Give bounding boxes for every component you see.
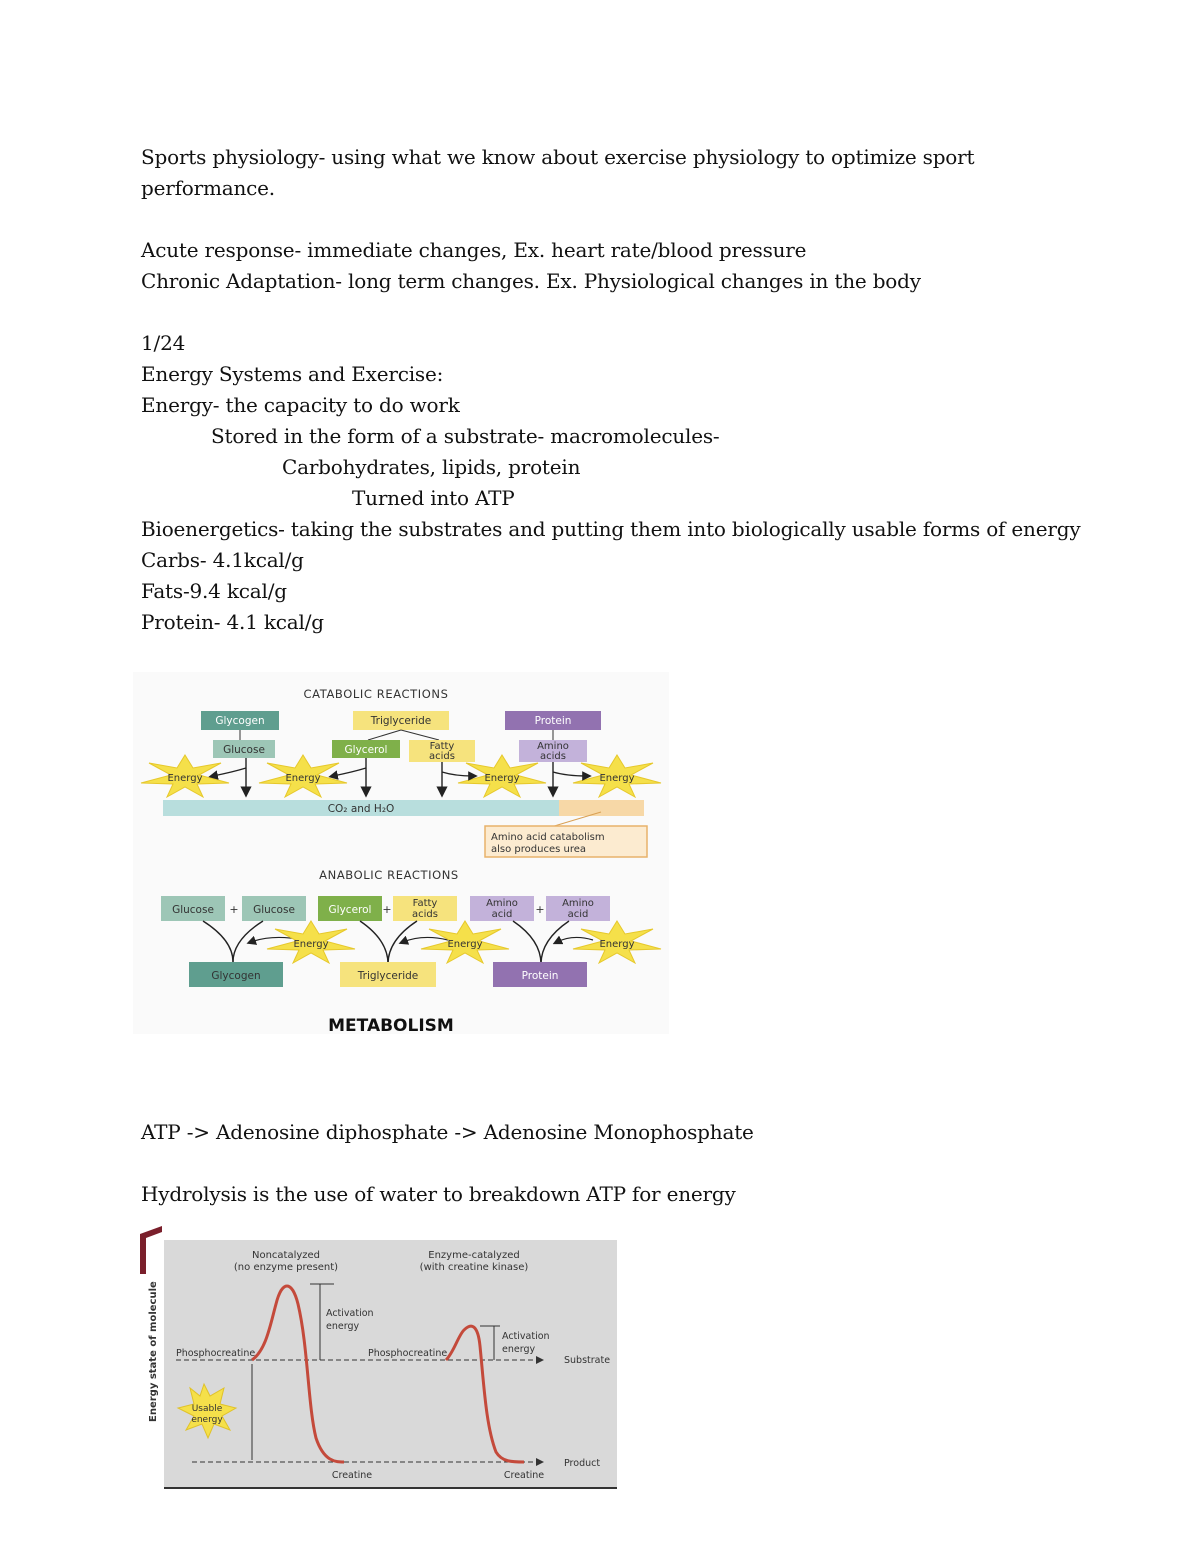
text-line-bioenergetics: Bioenergetics- taking the substrates and putting them into biologically usable forms of energy	[141, 517, 1081, 541]
plus-sign: +	[229, 903, 239, 916]
energy-label: Energy	[599, 773, 635, 784]
text-line-3: Acute response- immediate changes, Ex. heart rate/blood pressure	[141, 238, 807, 262]
text-line-protein: Protein- 4.1 kcal/g	[141, 610, 324, 634]
text-line-1: Sports physiology- using what we know about exercise physiology to optimize sport	[141, 145, 975, 169]
energy-label: Energy	[599, 939, 635, 950]
urea-note-line-2: also produces urea	[491, 844, 587, 855]
noncatalyzed-title: Noncatalyzed	[251, 1250, 321, 1261]
phosphocreatine-label: Phosphocreatine	[368, 1348, 448, 1359]
protein-label: Protein	[521, 970, 559, 982]
text-line-atp: Turned into ATP	[352, 486, 515, 510]
fatty-label: Fatty	[412, 898, 438, 909]
glucose-label: Glucose	[172, 904, 214, 916]
acid-label: acid	[567, 909, 589, 920]
triglyceride-label: Triglyceride	[357, 970, 419, 982]
activation-label-2: energy	[326, 1321, 360, 1332]
phosphocreatine-label: Phosphocreatine	[176, 1348, 256, 1359]
glycerol-label: Glycerol	[328, 904, 372, 916]
chart-panel	[164, 1240, 617, 1488]
text-line-atp-chain: ATP -> Adenosine diphosphate -> Adenosine Monophosphate	[141, 1120, 754, 1144]
acids-label: acids	[540, 751, 566, 762]
energy-label: Energy	[167, 773, 203, 784]
amino-label: Amino	[562, 898, 594, 909]
figure-caption: METABOLISM	[328, 1016, 454, 1034]
text-line-4: Chronic Adaptation- long term changes. Ex. Physiological changes in the body	[141, 269, 921, 293]
energy-label: Energy	[447, 939, 483, 950]
glycogen-label: Glycogen	[211, 970, 261, 982]
glycogen-label: Glycogen	[215, 715, 265, 727]
substrate-label: Substrate	[564, 1355, 611, 1366]
text-line-energy-def: Energy- the capacity to do work	[141, 393, 460, 417]
energy-label: Energy	[484, 773, 520, 784]
creatine-label: Creatine	[503, 1470, 545, 1481]
acid-label: acid	[491, 909, 513, 920]
glucose-label: Glucose	[223, 744, 265, 756]
activation-label-1: Activation	[502, 1331, 550, 1342]
usable-label-2: energy	[191, 1415, 223, 1425]
amino-label: Amino	[537, 741, 569, 752]
urea-note-line-1: Amino acid catabolism	[491, 832, 605, 843]
text-line-carbs: Carbs- 4.1kcal/g	[141, 548, 304, 572]
corner-mark	[140, 1226, 162, 1274]
text-line-fats: Fats-9.4 kcal/g	[141, 579, 287, 603]
catabolic-title: CATABOLIC REACTIONS	[303, 687, 449, 701]
energy-state-figure	[140, 1226, 620, 1494]
energy-label: Energy	[285, 773, 321, 784]
activation-label-2: energy	[502, 1344, 536, 1355]
protein-label: Protein	[534, 715, 572, 727]
urea-bar	[559, 800, 644, 816]
heading-energy-systems: Energy Systems and Exercise:	[141, 362, 444, 386]
text-line-substrate: Stored in the form of a substrate- macromolecules-	[211, 424, 720, 448]
usable-label-1: Usable	[191, 1404, 223, 1414]
text-line-macros: Carbohydrates, lipids, protein	[282, 455, 581, 479]
text-line-hydrolysis: Hydrolysis is the use of water to breakdown ATP for energy	[141, 1182, 736, 1206]
product-label: Product	[564, 1458, 601, 1469]
glycerol-label: Glycerol	[344, 744, 388, 756]
y-axis-label: Energy state of molecule	[148, 1281, 159, 1422]
plus-sign: +	[382, 903, 392, 916]
acids-label: acids	[429, 751, 455, 762]
text-line-2: performance.	[141, 176, 275, 200]
activation-label-1: Activation	[326, 1308, 374, 1319]
metabolism-figure	[133, 672, 669, 1034]
date-line: 1/24	[141, 331, 186, 355]
plus-sign: +	[535, 903, 545, 916]
fatty-label: Fatty	[429, 741, 455, 752]
co2-h2o-label: CO₂ and H₂O	[327, 803, 395, 815]
energy-label: Energy	[293, 939, 329, 950]
enzyme-subtitle: (with creatine kinase)	[419, 1262, 529, 1273]
acids-label: acids	[412, 909, 438, 920]
amino-label: Amino	[486, 898, 518, 909]
glucose-label: Glucose	[253, 904, 295, 916]
anabolic-title: ANABOLIC REACTIONS	[319, 868, 459, 882]
noncatalyzed-subtitle: (no enzyme present)	[233, 1262, 339, 1273]
triglyceride-label: Triglyceride	[370, 715, 432, 727]
creatine-label: Creatine	[331, 1470, 373, 1481]
enzyme-title: Enzyme-catalyzed	[428, 1250, 520, 1261]
